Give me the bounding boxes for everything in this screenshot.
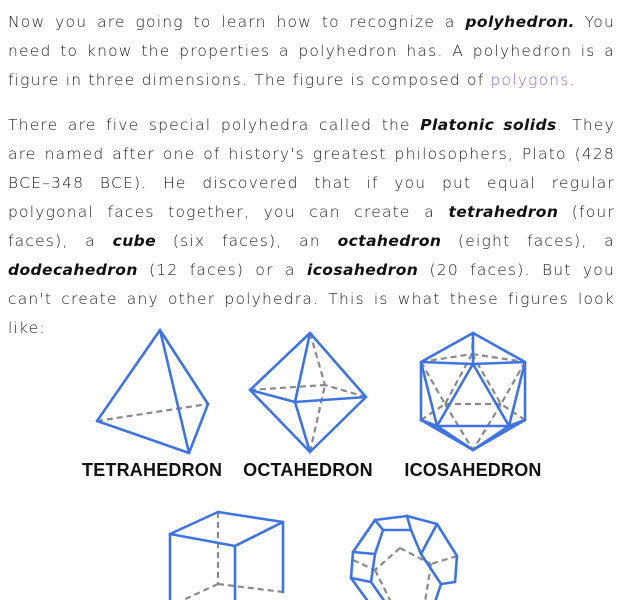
text: There are five special polyhedra called the [8, 116, 421, 134]
text: . They are named after one of history's greatest philosophers, Plato (428 BCE–348 BCE). He discovered that if you put equal regular polygonal faces together, you can create a [8, 116, 616, 221]
term-icosahedron: icosahedron [306, 261, 419, 279]
text: (eight faces), a [441, 232, 615, 250]
text: (four faces), a [8, 203, 615, 250]
octahedron-drawing [245, 330, 375, 460]
platonic-paragraph [8, 111, 615, 343]
platonic-solids-figure [0, 320, 620, 600]
octahedron-label: OCTAHEDRON [243, 460, 373, 480]
icosahedron-drawing [415, 330, 533, 456]
text: (20 faces). But you can't create any other polyhedra. This is what these figures look like: [8, 261, 615, 337]
cube-drawing [160, 506, 295, 600]
icosahedron-label: ICOSAHEDRON [404, 460, 542, 480]
intro-paragraph [8, 8, 615, 95]
text: (six faces), an [156, 232, 338, 250]
text: (12 faces) or a [137, 261, 307, 279]
tetrahedron-drawing [90, 325, 220, 460]
term-octahedron: octahedron [337, 232, 442, 250]
dodecahedron-drawing [345, 512, 467, 600]
text: Now you are going to learn how to recognize a [8, 13, 466, 31]
term-polyhedron: polyhedron. [465, 13, 575, 31]
article-text [8, 8, 615, 343]
term-dodecahedron: dodecahedron [8, 261, 138, 279]
text: . [569, 71, 576, 89]
tetrahedron-label: TETRAHEDRON [82, 460, 223, 480]
term-cube: cube [112, 232, 157, 250]
polygons-link[interactable]: polygons [490, 71, 570, 89]
term-platonic-solids: Platonic solids [420, 116, 557, 134]
term-tetrahedron: tetrahedron [448, 203, 559, 221]
text: You need to know the properties a polyhedron has. A polyhedron is a figure in three dimensions. The figure is composed of [8, 13, 615, 89]
